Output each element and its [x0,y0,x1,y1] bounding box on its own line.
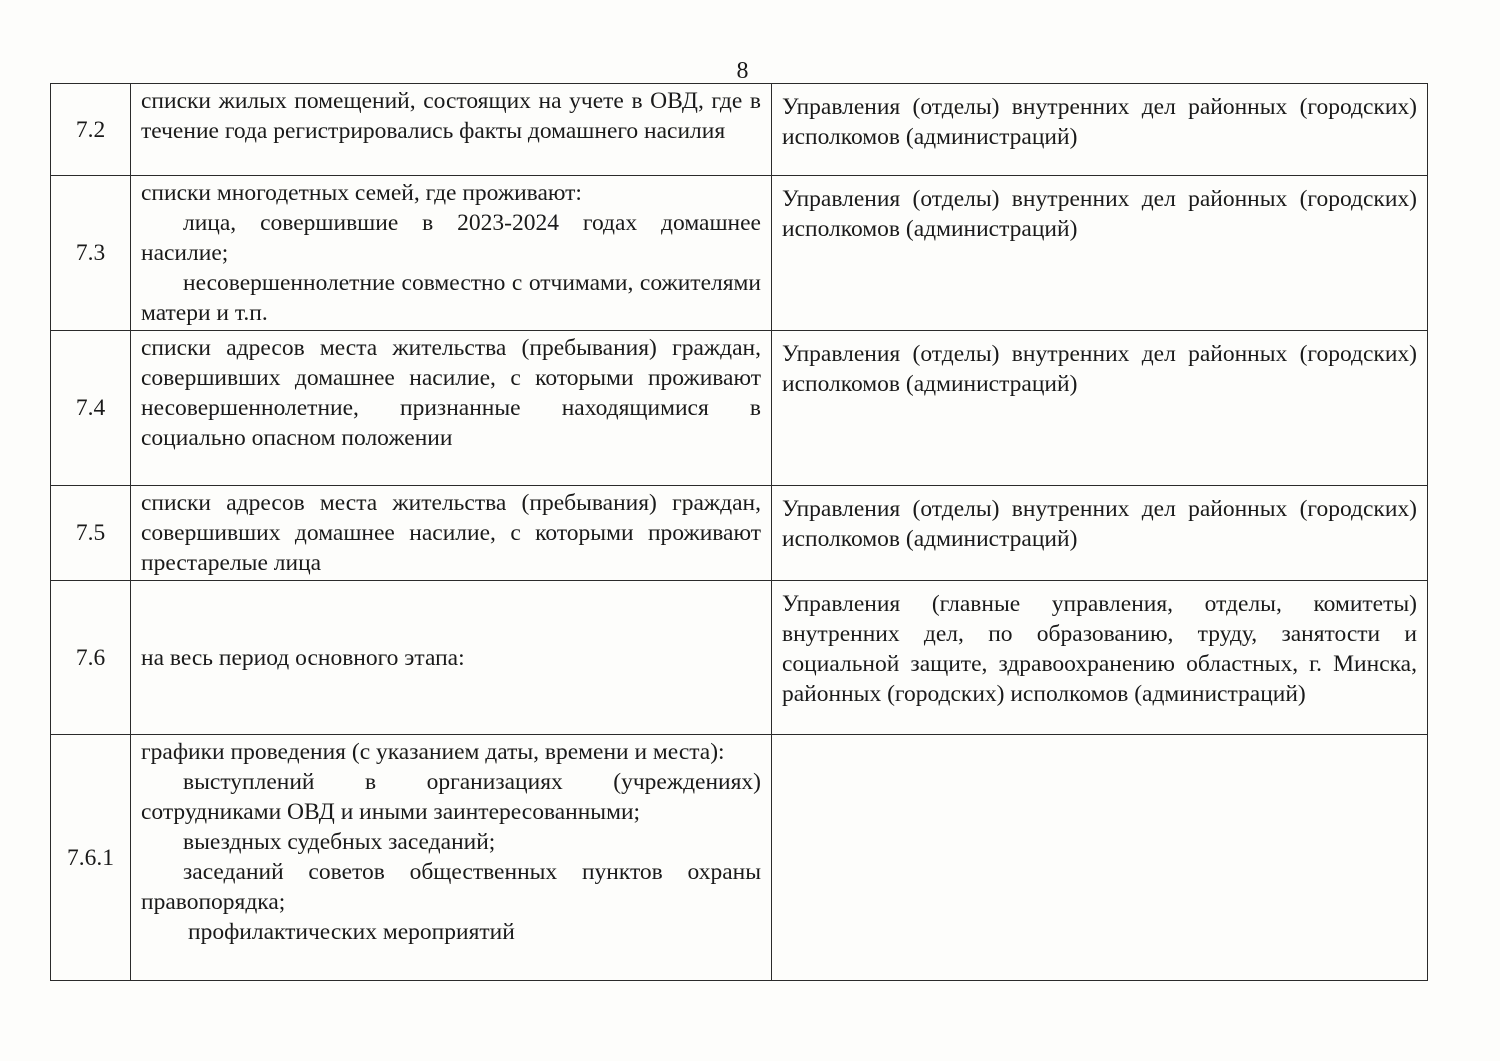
row-number: 7.6.1 [51,735,131,981]
description-line: выступлений в организациях (учреждениях) сотрудниками ОВД и иными заинтересованными; [141,769,761,825]
row-description [131,581,772,735]
row-description [131,486,772,581]
description-line: списки жилых помещений, состоящих на учете в ОВД, где в течение года регистрировались факты домашнего насилия [141,88,761,144]
table-row [51,84,1428,176]
measures-table [50,83,1428,981]
description-line: выездных судебных заседаний; [183,829,496,855]
row-description [131,331,772,486]
description-line: списки адресов места жительства (пребывания) граждан, совершивших домашнее насилие, с которыми проживают несовершеннолетние, признанные находящимися в социально опасном положении [141,335,761,451]
table-row [51,331,1428,486]
row-number: 7.3 [51,176,131,331]
row-description [131,84,772,176]
description-line: списки адресов места жительства (пребывания) граждан, совершивших домашнее насилие, с которыми проживают престарелые лица [141,490,761,576]
description-line: лица, совершившие в 2023-2024 годах домашнее насилие; [141,210,761,266]
description-line: списки многодетных семей, где проживают: [141,180,582,206]
table-row [51,176,1428,331]
row-number: 7.2 [51,84,131,176]
row-responsible: Управления (отделы) внутренних дел районных (городских) исполкомов (администраций) [772,331,1428,486]
table-row [51,581,1428,735]
row-responsible: Управления (отделы) внутренних дел районных (городских) исполкомов (администраций) [772,176,1428,331]
description-line: профилактических мероприятий [188,919,515,945]
row-responsible: Управления (главные управления, отделы, комитеты) внутренних дел, по образованию, труду, занятости и социальной защите, здравоохранению областных, г. Минска, районных (городских) исполкомов (администраций) [772,581,1428,735]
row-number: 7.5 [51,486,131,581]
description-line: заседаний советов общественных пунктов охраны правопорядка; [141,859,761,915]
row-responsible [772,735,1428,981]
row-number: 7.4 [51,331,131,486]
table-row [51,735,1428,981]
table-row [51,486,1428,581]
description-line: на весь период основного этапа: [141,644,465,671]
description-line: несовершеннолетние совместно с отчимами, сожителями матери и т.п. [141,270,761,326]
row-responsible: Управления (отделы) внутренних дел районных (городских) исполкомов (администраций) [772,486,1428,581]
row-description [131,176,772,331]
row-responsible: Управления (отделы) внутренних дел районных (городских) исполкомов (администраций) [772,84,1428,176]
description-line: графики проведения (с указанием даты, времени и места): [141,739,725,765]
row-number: 7.6 [51,581,131,735]
page-number: 8 [736,58,749,84]
row-description [131,735,772,981]
